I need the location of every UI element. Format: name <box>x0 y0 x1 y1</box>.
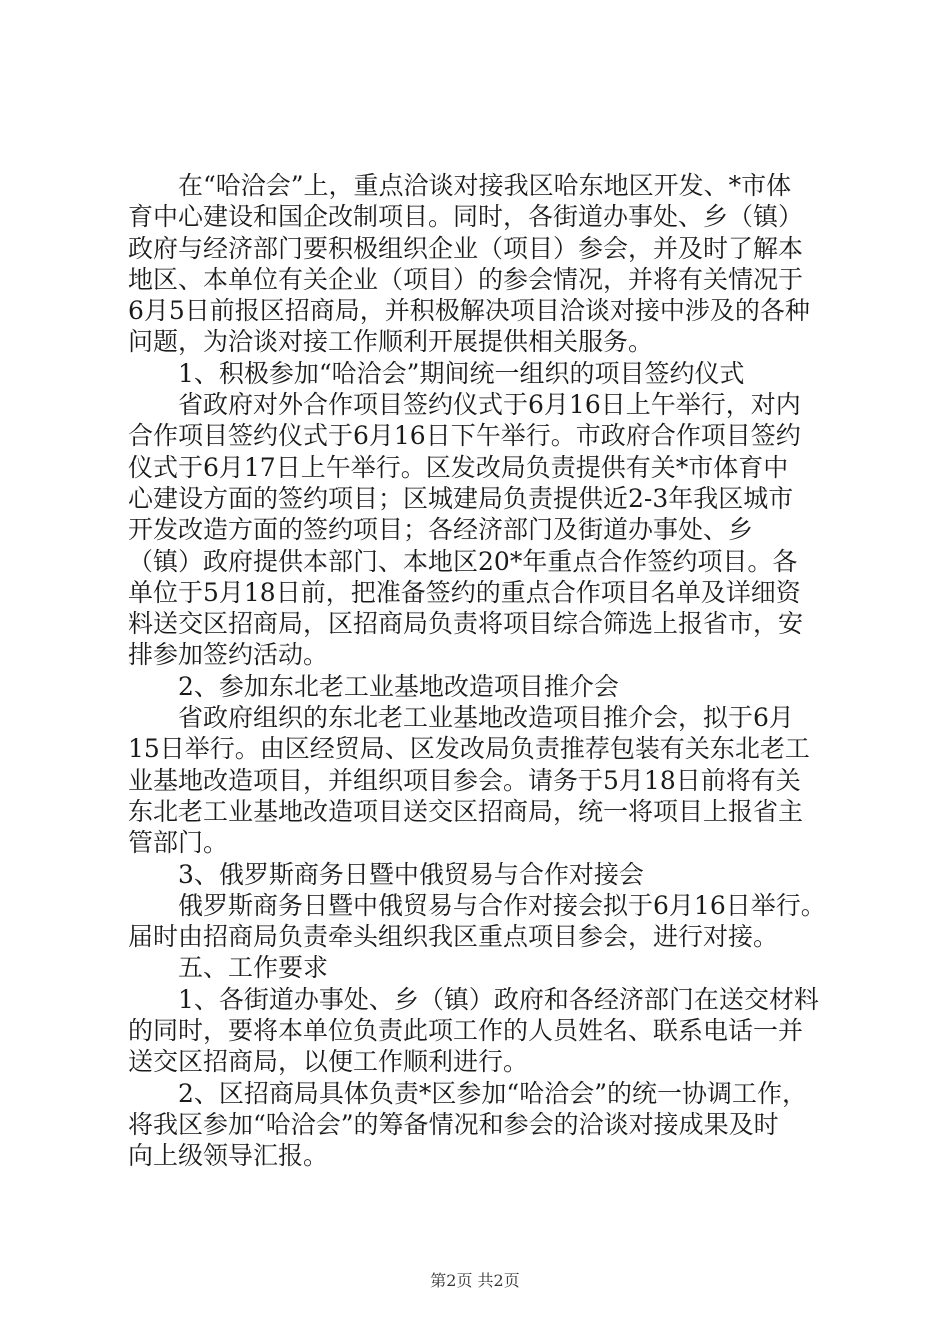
text-line: 心建设方面的签约项目；区城建局负责提供近2-3年我区城市 <box>128 483 794 513</box>
text-line: 问题，为洽谈对接工作顺利开展提供相关服务。 <box>128 327 654 357</box>
text-line: 届时由招商局负责牵头组织我区重点项目参会，进行对接。 <box>128 922 779 952</box>
text-line: 2、参加东北老工业基地改造项目推介会 <box>178 671 619 701</box>
text-line: 东北老工业基地改造项目送交区招商局，统一将项目上报省主 <box>128 796 804 826</box>
text-line: 送交区招商局，以便工作顺利进行。 <box>128 1047 529 1077</box>
text-line: 6月5日前报区招商局，并积极解决项目洽谈对接中涉及的各种 <box>128 296 810 326</box>
text-line: 1、各街道办事处、乡（镇）政府和各经济部门在送交材料 <box>178 984 819 1014</box>
text-line: 排参加签约活动。 <box>128 640 329 670</box>
text-line: 15日举行。由区经贸局、区发改局负责推荐包装有关东北老工 <box>128 734 810 764</box>
text-line: 料送交区招商局，区招商局负责将项目综合筛选上报省市，安 <box>128 609 804 639</box>
text-line: 政府与经济部门要积极组织企业（项目）参会，并及时了解本 <box>128 233 804 263</box>
document-body <box>128 170 828 1172</box>
text-line: 五、工作要求 <box>178 953 329 983</box>
text-line: 合作项目签约仪式于6月16日下午举行。市政府合作项目签约 <box>128 421 801 451</box>
text-line: 开发改造方面的签约项目；各经济部门及街道办事处、乡 <box>128 515 754 545</box>
text-line: 单位于5月18日前，把准备签约的重点合作项目名单及详细资 <box>128 577 801 607</box>
page-footer: 第2页 共2页 <box>430 1271 520 1290</box>
text-line: 管部门。 <box>128 828 229 858</box>
text-line: 俄罗斯商务日暨中俄贸易与合作对接会拟于6月16日举行。 <box>178 890 826 920</box>
text-line: 1、积极参加“哈洽会”期间统一组织的项目签约仪式 <box>178 358 745 388</box>
text-line: 育中心建设和国企改制项目。同时，各街道办事处、乡（镇） <box>128 202 804 232</box>
text-line: （镇）政府提供本部门、本地区20*年重点合作签约项目。各 <box>128 546 798 576</box>
text-line: 2、区招商局具体负责*区参加“哈洽会”的统一协调工作， <box>178 1078 807 1108</box>
text-line: 将我区参加“哈洽会”的筹备情况和参会的洽谈对接成果及时 <box>128 1109 779 1139</box>
text-line: 3、俄罗斯商务日暨中俄贸易与合作对接会 <box>178 859 644 889</box>
text-line: 向上级领导汇报。 <box>128 1141 329 1171</box>
text-line: 仪式于6月17日上午举行。区发改局负责提供有关*市体育中 <box>128 452 789 482</box>
text-line: 的同时，要将本单位负责此项工作的人员姓名、联系电话一并 <box>128 1016 804 1046</box>
text-line: 在“哈洽会”上，重点洽谈对接我区哈东地区开发、*市体 <box>178 171 792 200</box>
text-line: 省政府对外合作项目签约仪式于6月16日上午举行，对内 <box>178 390 801 420</box>
text-line: 地区、本单位有关企业（项目）的参会情况，并将有关情况于 <box>128 264 804 294</box>
text-line: 业基地改造项目，并组织项目参会。请务于5月18日前将有关 <box>128 765 801 795</box>
text-line: 省政府组织的东北老工业基地改造项目推介会，拟于6月 <box>178 703 794 733</box>
